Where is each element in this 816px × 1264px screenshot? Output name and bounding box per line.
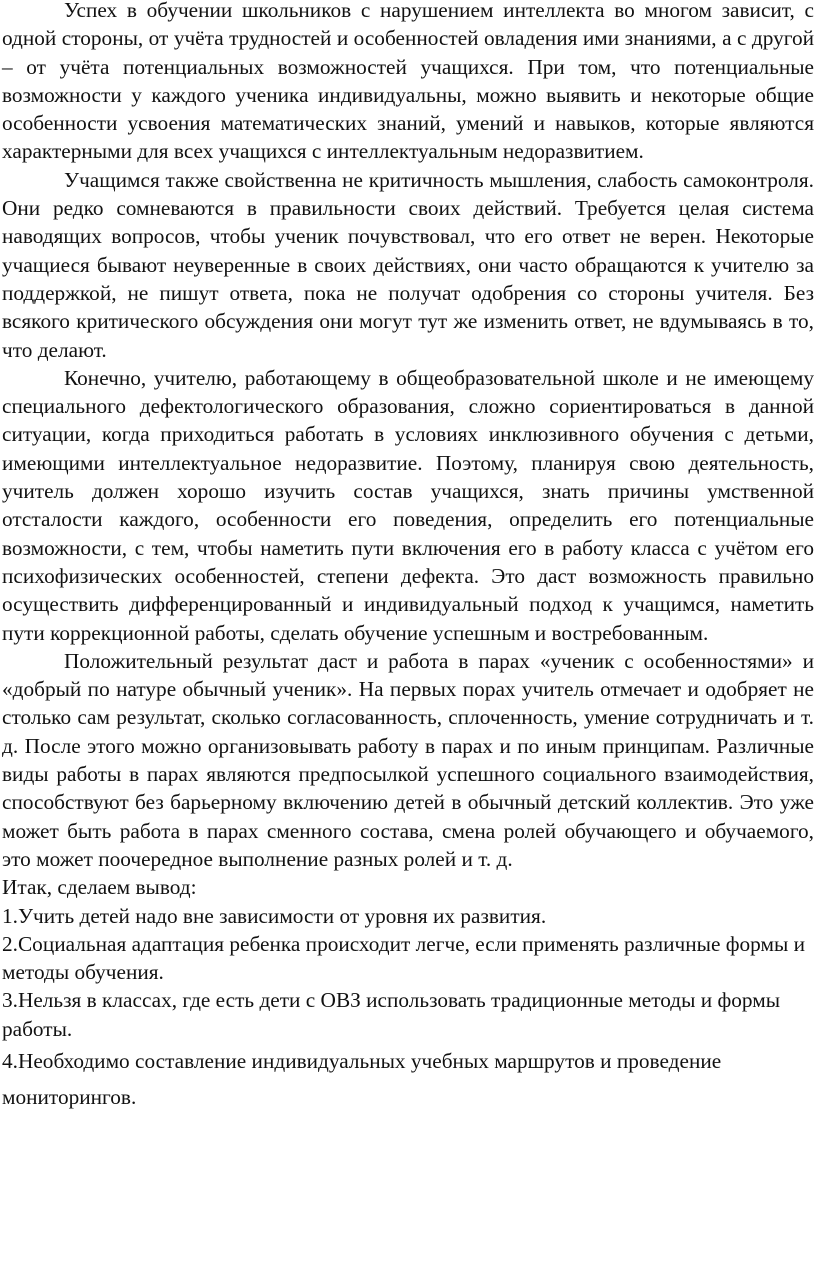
conclusion-item-2: 2.Социальная адаптация ребенка происходит легче, если применять различные формы и методы обучения. [2, 931, 806, 985]
conclusion-intro: Итак, сделаем вывод: [2, 875, 197, 900]
conclusion-item-1: 1.Учить детей надо вне зависимости от уровня их развития. [2, 903, 547, 928]
paragraph-3: Конечно, учителю, работающему в общеобразовательной школе и не имеющему специального дефектологического образования, сложно сориентироваться в данной ситуации, когда приходиться работать в условиях инклюзивного обучения с детьми, имеющими интеллектуальное недоразвитие. Поэтому, планируя свою деятельность, учитель должен хорошо изучить состав учащихся, знать причины умственной отсталости каждого, особенности его поведения, определить его потенциальные возможности, с тем, чтобы наметить пути включения его в работу класса с учётом его психофизических особенностей, степени дефекта. Это даст возможность правильно осуществить дифференцированный и индивидуальный подход к учащимся, наметить пути коррекционной работы, сделать обучение успешным и востребованным. [2, 365, 814, 645]
conclusion-item-3: 3.Нельзя в классах, где есть дети с ОВЗ использовать традиционные методы и формы работы. [2, 988, 781, 1041]
conclusion-item-4: 4.Необходимо составление индивидуальных учебных маршрутов и проведение мониторингов. [2, 1048, 722, 1109]
paragraph-1: Успех в обучении школьников с нарушением интеллекта во многом зависит, с одной стороны, от учёта трудностей и особенностей овладения ими знаниями, а с другой – от учёта потенциальных возможностей учащихся. При том, что потенциальные возможности у каждого ученика индивидуальны, можно выявить и некоторые общие особенности усвоения математических знаний, умений и навыков, которые являются характерными для всех учащихся с интеллектуальным недоразвитием. [2, 0, 814, 164]
paragraph-2: Учащимся также свойственна не критичность мышления, слабость самоконтроля. Они редко сомневаются в правильности своих действий. Требуется целая система наводящих вопросов, чтобы ученик почувствовал, что его ответ не верен. Некоторые учащиеся бывают неуверенные в своих действиях, они часто обращаются к учителю за поддержкой, не пишут ответа, пока не получат одобрения со стороны учителя. Без всякого критического обсуждения они могут тут же изменить ответ, не вдумываясь в то, что делают. [2, 167, 814, 362]
paragraph-4: Положительный результат даст и работа в парах «ученик с особенностями» и «добрый по натуре обычный ученик». На первых порах учитель отмечает и одобряет не столько сам результат, сколько согласованность, сплоченность, умение сотрудничать и т. д. После этого можно организовывать работу в парах и по иным принципам. Различные виды работы в парах являются предпосылкой успешного социального взаимодействия, способствуют без барьерному включению детей в обычный детский коллектив. Это уже может быть работа в парах сменного состава, смена ролей обучающего и обучаемого, это может поочередное выполнение разных ролей и т. д. [2, 648, 814, 871]
